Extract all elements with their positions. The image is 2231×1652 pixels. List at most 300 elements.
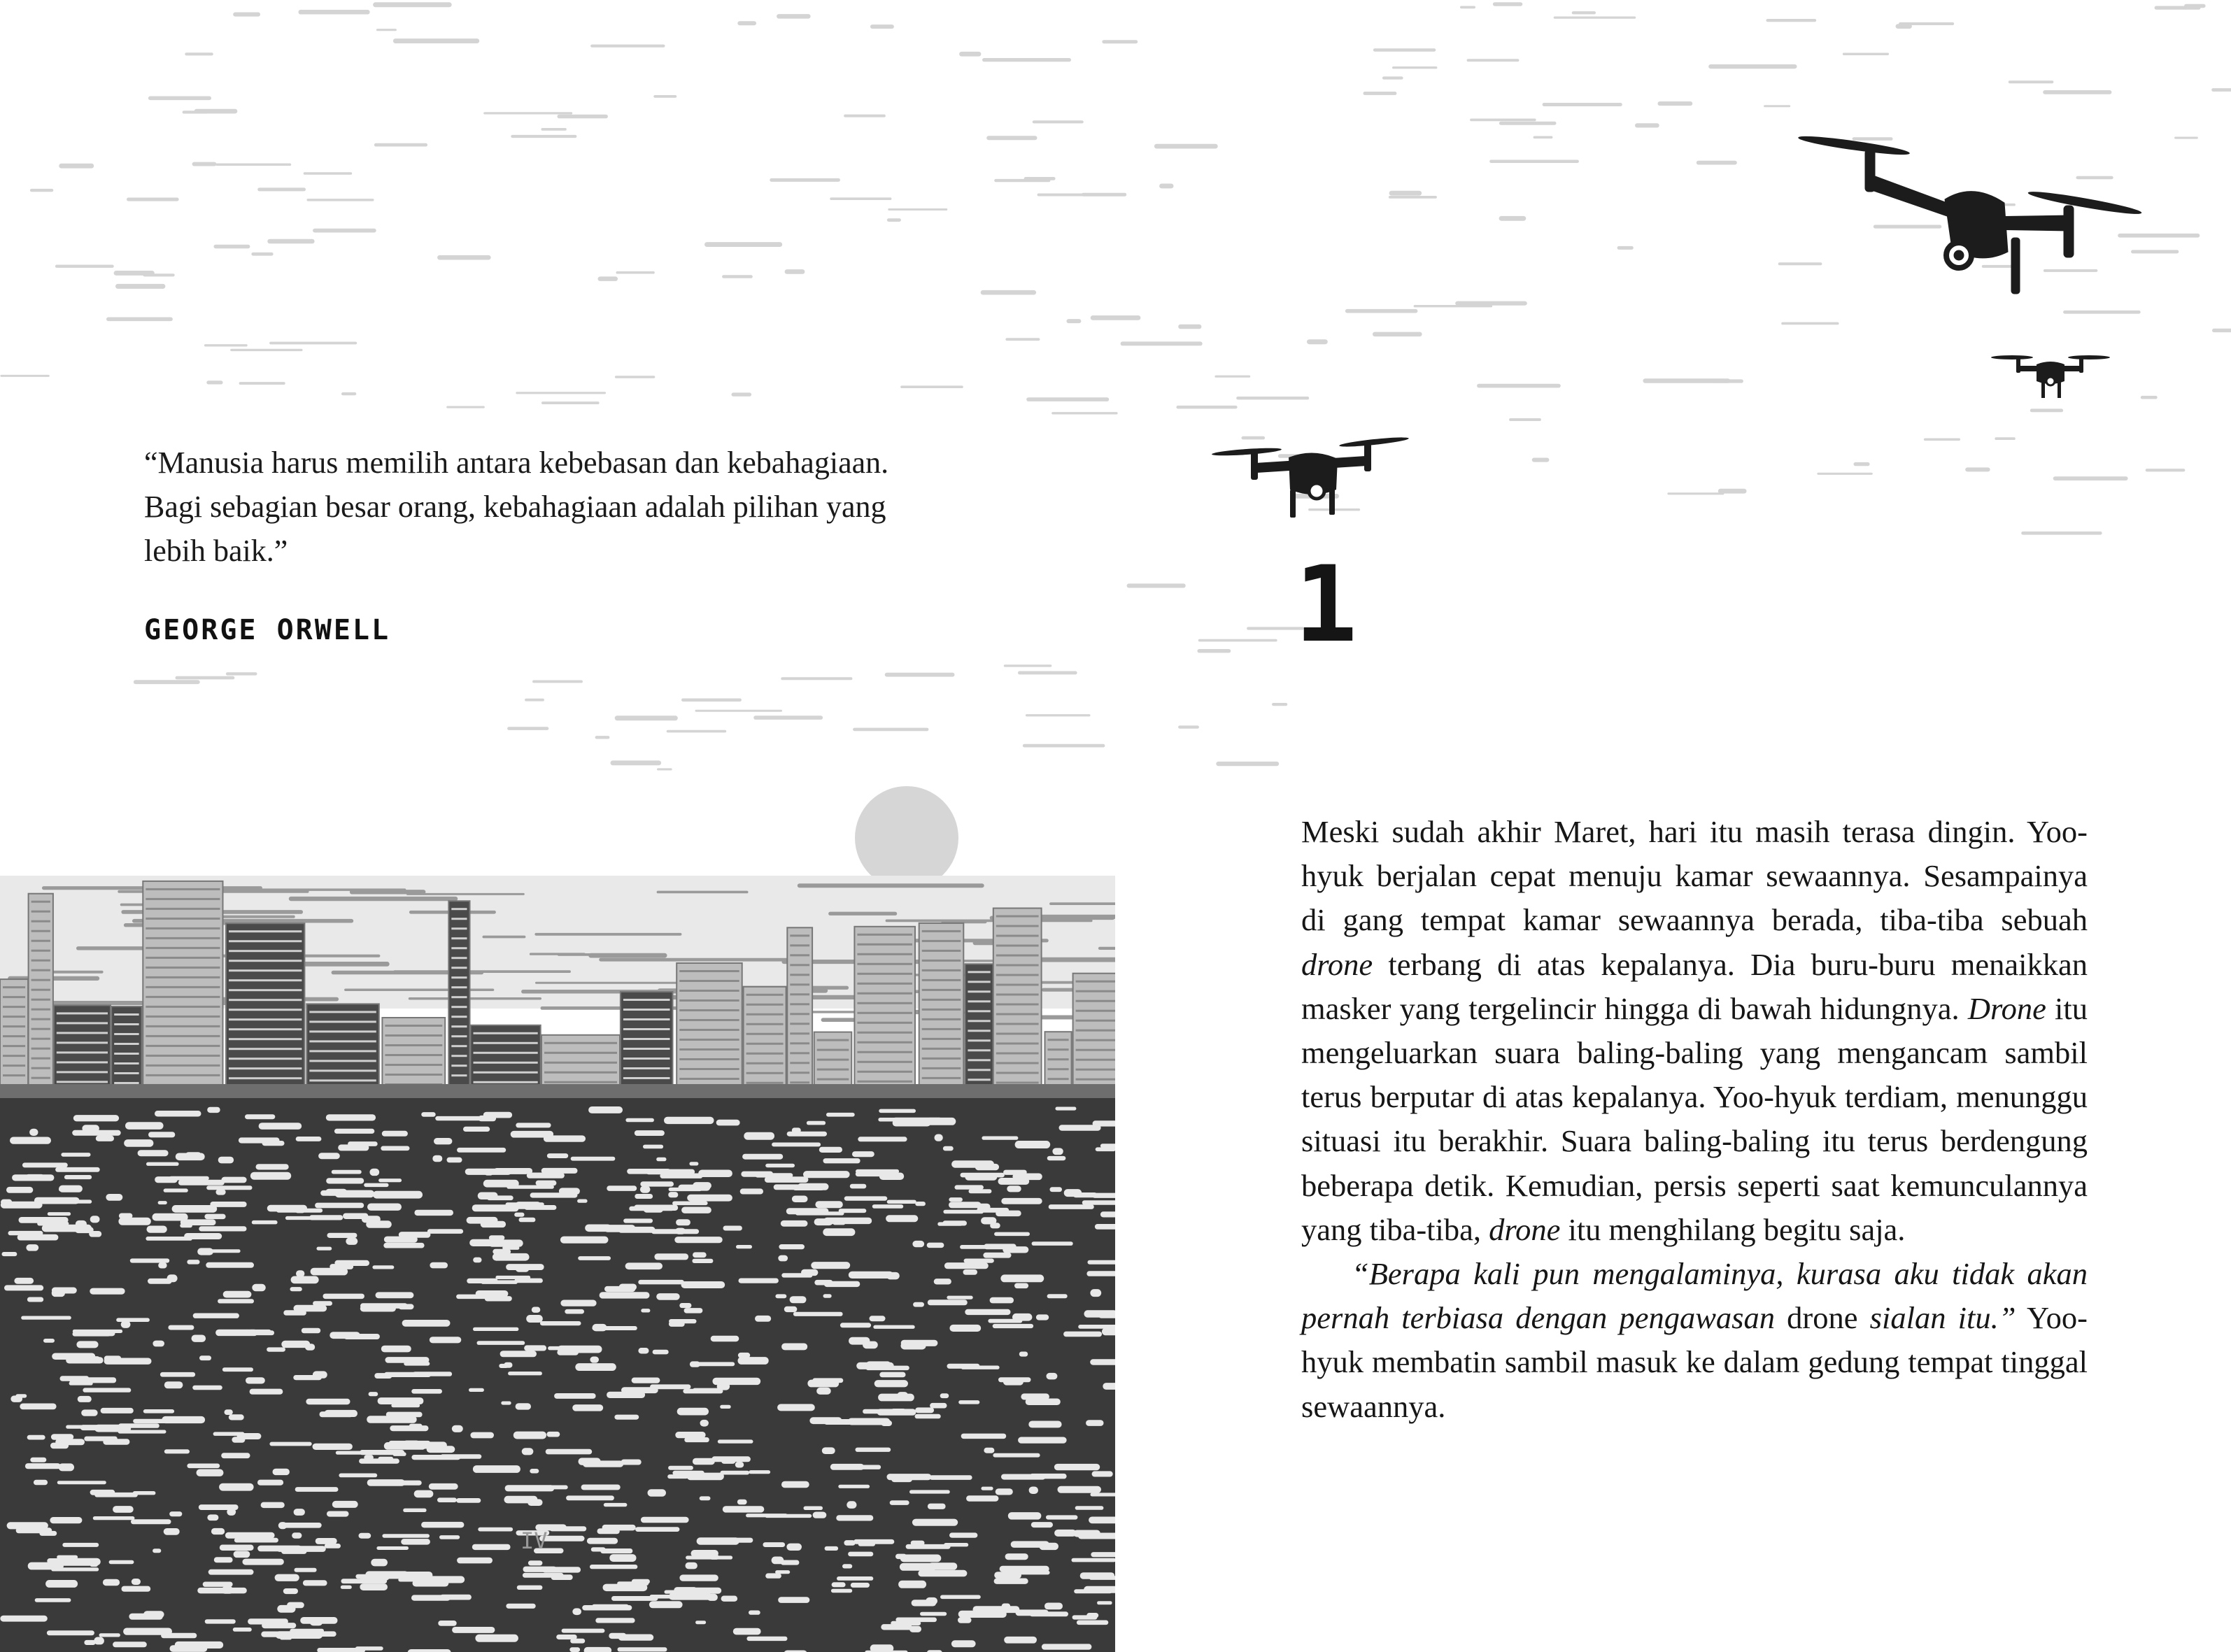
wave-highlight xyxy=(296,1137,322,1141)
wave-highlight xyxy=(944,1262,989,1269)
wave-highlight xyxy=(592,1326,637,1330)
wave-highlight xyxy=(285,1216,315,1220)
wave-highlight xyxy=(62,1558,101,1566)
building-window-row xyxy=(229,1009,302,1011)
wave-highlight xyxy=(886,1215,918,1222)
wave-highlight xyxy=(153,1213,188,1221)
sky-stroke xyxy=(114,271,155,276)
wave-highlight xyxy=(315,1203,364,1209)
wave-highlight xyxy=(668,1466,693,1470)
wave-highlight xyxy=(674,1237,722,1243)
building-window-row xyxy=(679,999,739,1002)
wave-highlight xyxy=(819,1147,842,1153)
building-window-row xyxy=(922,1018,961,1020)
wave-highlight xyxy=(765,1573,781,1578)
text-run: drone xyxy=(1787,1300,1858,1336)
wave-highlight xyxy=(1036,1314,1049,1320)
wave-highlight xyxy=(1103,1383,1115,1390)
wave-highlight xyxy=(83,1388,131,1392)
wave-highlight xyxy=(1018,1437,1067,1444)
paragraph xyxy=(1301,810,2088,1252)
wave-highlight xyxy=(330,1332,360,1339)
building-window-row xyxy=(922,930,961,932)
chapter-body-text xyxy=(1301,810,2088,1429)
wave-highlight xyxy=(643,1145,663,1149)
building-window-row xyxy=(679,1029,739,1031)
wave-highlight xyxy=(132,1579,141,1585)
building-window-row xyxy=(229,979,302,981)
wave-highlight xyxy=(625,1262,663,1269)
building-window-row xyxy=(309,1079,376,1081)
wave-highlight xyxy=(73,1332,111,1337)
building-window-row xyxy=(996,955,1039,957)
building-window-row xyxy=(996,1043,1039,1045)
wave-highlight xyxy=(887,1200,916,1204)
building-window-row xyxy=(922,1077,961,1079)
wave-highlight xyxy=(414,1490,434,1498)
wave-highlight xyxy=(566,1495,614,1500)
building-window-row xyxy=(229,950,302,952)
wave-highlight xyxy=(411,1595,451,1600)
wave-highlight xyxy=(551,1574,573,1580)
wave-highlight xyxy=(295,1568,317,1572)
wave-highlight xyxy=(494,1168,533,1174)
building xyxy=(29,894,53,1091)
building-window-row xyxy=(679,1058,739,1060)
wave-highlight xyxy=(30,1458,46,1462)
wave-highlight xyxy=(339,1474,377,1478)
wave-highlight xyxy=(178,1180,225,1185)
wave-highlight xyxy=(681,1207,711,1213)
wave-highlight xyxy=(81,1409,97,1416)
building-window-row xyxy=(57,1012,108,1014)
wave-highlight xyxy=(1047,1373,1058,1380)
wave-highlight xyxy=(1054,1464,1100,1470)
wave-highlight xyxy=(1082,1200,1115,1205)
building-window-row xyxy=(857,963,912,965)
wave-highlight xyxy=(473,1465,520,1473)
wave-highlight xyxy=(389,1441,430,1446)
wave-highlight xyxy=(130,1258,169,1262)
wave-highlight xyxy=(155,1111,201,1117)
sky-stroke xyxy=(1024,177,1056,180)
building-window-row xyxy=(31,969,50,971)
building-window-row xyxy=(746,1004,784,1006)
building-window-row xyxy=(623,1067,670,1069)
wave-highlight xyxy=(93,1516,135,1520)
wave-highlight xyxy=(50,1517,82,1523)
wave-highlight xyxy=(215,1330,257,1336)
wave-highlight xyxy=(225,1532,275,1539)
wave-highlight xyxy=(59,1185,83,1192)
wave-highlight xyxy=(234,1551,250,1558)
wave-highlight xyxy=(831,1589,852,1593)
sky-stroke xyxy=(148,97,211,101)
wave-highlight xyxy=(243,1559,284,1565)
wave-highlight xyxy=(148,1279,172,1284)
sky-stroke xyxy=(722,275,753,278)
sky-stroke xyxy=(1373,332,1422,337)
drone-large-icon xyxy=(1798,133,2148,322)
wave-highlight xyxy=(457,1558,493,1564)
wave-highlight xyxy=(738,1357,769,1365)
wave-highlight xyxy=(656,1293,680,1300)
wave-highlight xyxy=(856,1448,891,1452)
building-window-row xyxy=(114,1043,139,1045)
wave-highlight xyxy=(1072,1558,1116,1562)
wave-highlight xyxy=(915,1202,926,1206)
sky-stroke xyxy=(1159,184,1173,189)
sky-stroke xyxy=(885,673,955,677)
sky-stroke xyxy=(1477,384,1561,388)
wave-highlight xyxy=(913,1302,924,1307)
wave-highlight xyxy=(131,1519,171,1524)
building-window-row xyxy=(31,950,50,952)
wave-highlight xyxy=(99,1633,120,1637)
wave-highlight xyxy=(1004,1637,1037,1644)
building-window-row xyxy=(996,964,1039,967)
wave-highlight xyxy=(438,1621,456,1626)
moon xyxy=(855,786,958,890)
wave-highlight xyxy=(879,1372,905,1378)
wave-highlight xyxy=(927,1243,944,1248)
building-window-row xyxy=(1048,1068,1069,1070)
wave-highlight xyxy=(252,1220,278,1225)
building-window-row xyxy=(679,1019,739,1021)
building-window-row xyxy=(229,1028,302,1030)
wave-highlight xyxy=(234,1538,278,1543)
wave-highlight xyxy=(823,1228,855,1236)
building-window-row xyxy=(31,1028,50,1030)
wave-highlight xyxy=(334,1129,374,1134)
wave-highlight xyxy=(996,1211,1021,1217)
wave-highlight xyxy=(267,1347,285,1351)
building-window-row xyxy=(996,1072,1039,1074)
building-window-row xyxy=(679,970,739,972)
building-window-row xyxy=(3,1016,25,1018)
building-window-row xyxy=(623,1048,670,1050)
building-window-row xyxy=(31,979,50,981)
wave-highlight xyxy=(874,1380,908,1387)
wave-highlight xyxy=(1018,1571,1049,1575)
building-window-row xyxy=(229,999,302,1001)
wave-highlight xyxy=(360,1583,388,1590)
building-window-row xyxy=(857,1022,912,1024)
wave-highlight xyxy=(488,1239,523,1246)
wave-highlight xyxy=(294,1305,327,1312)
sky-stroke xyxy=(226,672,257,675)
building-window-row xyxy=(790,1032,809,1034)
building-window-row xyxy=(968,971,990,973)
text-run-italic: drone xyxy=(1301,946,1373,982)
building-window-row xyxy=(968,1078,990,1081)
wave-highlight xyxy=(965,1174,997,1181)
building-window-row xyxy=(146,976,220,978)
wave-highlight xyxy=(52,1288,77,1294)
building-window-row xyxy=(746,994,784,996)
sky-stroke xyxy=(373,2,452,7)
wave-highlight xyxy=(250,1172,291,1180)
wave-highlight xyxy=(641,1309,650,1312)
wave-highlight xyxy=(325,1544,341,1548)
sky-stroke xyxy=(532,681,583,683)
wave-highlight xyxy=(153,1341,164,1347)
wave-highlight xyxy=(1049,1204,1094,1209)
wave-highlight xyxy=(609,1633,626,1639)
haze-stroke xyxy=(289,897,458,901)
building-window-row xyxy=(790,944,809,946)
wave-highlight xyxy=(257,1546,302,1552)
building-window-row xyxy=(1076,1049,1115,1051)
wave-highlight xyxy=(569,1647,580,1652)
wave-highlight xyxy=(577,1199,588,1203)
wave-highlight xyxy=(435,1116,486,1120)
wave-highlight xyxy=(737,1500,747,1505)
wave-highlight xyxy=(207,1107,220,1113)
sky-stroke xyxy=(376,29,397,31)
building-window-row xyxy=(146,967,220,969)
wave-highlight xyxy=(562,1629,605,1633)
building-window-row xyxy=(385,1074,442,1076)
wave-highlight xyxy=(500,1351,537,1357)
building-window-row xyxy=(1076,1020,1115,1022)
wave-highlight xyxy=(62,1543,99,1547)
wave-highlight xyxy=(206,1262,254,1268)
wave-highlight xyxy=(547,1153,568,1158)
wave-highlight xyxy=(901,1342,926,1350)
sky-stroke xyxy=(844,115,886,118)
wave-highlight xyxy=(795,1211,844,1215)
building-window-row xyxy=(623,1018,670,1020)
wave-highlight xyxy=(359,1458,399,1463)
wave-highlight xyxy=(517,1586,543,1590)
wave-highlight xyxy=(879,1173,904,1181)
wave-highlight xyxy=(187,1464,220,1469)
wave-highlight xyxy=(374,1373,392,1379)
wave-highlight xyxy=(457,1148,506,1153)
building-window-row xyxy=(790,983,809,985)
sky-stroke xyxy=(176,676,235,680)
sky-stroke xyxy=(1364,92,1397,95)
building-window-row xyxy=(1076,1039,1115,1041)
wave-highlight xyxy=(842,1564,852,1568)
wave-highlight xyxy=(951,1640,976,1647)
wave-highlight xyxy=(252,1284,266,1292)
wave-highlight xyxy=(275,1574,299,1581)
wave-highlight xyxy=(277,1605,295,1613)
building-window-row xyxy=(229,1048,302,1050)
wave-highlight xyxy=(225,1409,233,1415)
wave-highlight xyxy=(51,1434,73,1440)
wave-highlight xyxy=(325,1410,358,1417)
sky-stroke xyxy=(1766,19,1817,22)
wave-highlight xyxy=(222,1177,247,1183)
wave-highlight xyxy=(427,1229,463,1234)
wave-highlight xyxy=(542,1567,581,1572)
wave-highlight xyxy=(548,1346,563,1351)
wave-highlight xyxy=(994,1579,1028,1584)
wave-highlight xyxy=(949,1202,981,1208)
sky-stroke xyxy=(1236,397,1309,399)
wave-highlight xyxy=(826,1113,855,1117)
wave-highlight xyxy=(427,1446,455,1453)
sky-stroke xyxy=(830,197,891,200)
wave-highlight xyxy=(881,1420,892,1426)
sky-stroke xyxy=(1499,122,1557,125)
wave-highlight xyxy=(838,1485,870,1488)
wave-highlight xyxy=(421,1522,464,1528)
wave-highlight xyxy=(1019,1352,1028,1357)
wave-highlight xyxy=(390,1425,428,1431)
building xyxy=(306,1004,379,1091)
wave-highlight xyxy=(19,1217,69,1223)
building-window-row xyxy=(114,1023,139,1025)
wave-highlight xyxy=(741,1172,773,1177)
wave-highlight xyxy=(990,1297,1014,1304)
sky-stroke xyxy=(1373,48,1436,52)
wave-highlight xyxy=(418,1576,465,1583)
wave-highlight xyxy=(1047,1156,1066,1160)
building-window-row xyxy=(3,1055,25,1057)
wave-highlight xyxy=(544,1135,586,1141)
sky-stroke xyxy=(1635,123,1659,127)
building-window-row xyxy=(968,1020,990,1022)
wave-highlight xyxy=(585,1225,611,1232)
building-window-row xyxy=(3,1074,25,1076)
wave-highlight xyxy=(988,1319,1022,1323)
wave-highlight xyxy=(229,1414,244,1420)
wave-highlight xyxy=(430,1337,462,1343)
wave-highlight xyxy=(1001,1198,1042,1204)
wave-highlight xyxy=(746,1637,787,1641)
sky-stroke xyxy=(0,375,49,377)
sky-stroke xyxy=(959,52,981,57)
sky-stroke xyxy=(341,392,356,395)
building-window-row xyxy=(451,1035,467,1037)
wave-highlight xyxy=(623,1218,653,1223)
wave-highlight xyxy=(1064,1189,1082,1197)
building-window-row xyxy=(968,1000,990,1002)
wave-highlight xyxy=(669,1593,711,1600)
wave-highlight xyxy=(378,1179,402,1182)
wave-highlight xyxy=(300,1617,337,1624)
building-window-row xyxy=(1076,1010,1115,1012)
haze-stroke xyxy=(344,989,494,992)
sky-stroke xyxy=(986,136,1037,140)
text-run: terbang di atas kepalanya. Dia buru-buru menaikkan masker yang tergelincir hingga di bawah hidungnya. xyxy=(1301,946,2088,1026)
building-window-row xyxy=(57,1051,108,1053)
wave-highlight xyxy=(403,1509,426,1512)
text-run: Meski sudah akhir Maret, hari itu masih terasa dingin. Yoo-hyuk berjalan cepat menuju kamar sewaannya. Sesampainya di gang tempat kamar sewaannya berada, tiba-tiba sebuah xyxy=(1301,814,2088,938)
building-window-row xyxy=(857,1071,912,1073)
wave-highlight xyxy=(207,1514,218,1521)
wave-highlight xyxy=(711,1456,751,1462)
sky-stroke xyxy=(1004,664,1052,667)
haze-stroke xyxy=(599,958,802,962)
sky-stroke xyxy=(446,406,485,408)
wave-highlight xyxy=(873,1325,914,1329)
wave-highlight xyxy=(206,1185,252,1190)
building-window-row xyxy=(857,992,912,995)
wave-highlight xyxy=(672,1202,708,1206)
building-window-row xyxy=(857,1032,912,1034)
wave-highlight xyxy=(891,1621,921,1625)
sky-stroke xyxy=(313,229,376,233)
sky-stroke xyxy=(870,24,894,29)
building-window-row xyxy=(857,934,912,936)
sky-stroke xyxy=(511,135,576,138)
wave-highlight xyxy=(858,1542,875,1546)
building-window-row xyxy=(3,1064,25,1067)
wave-highlight xyxy=(1093,1120,1115,1126)
wave-highlight xyxy=(1030,1474,1067,1479)
wave-highlight xyxy=(1095,1224,1115,1230)
building-window-row xyxy=(3,1006,25,1008)
building-window-row xyxy=(996,1004,1039,1006)
building-window-row xyxy=(3,1025,25,1027)
wave-highlight xyxy=(122,1586,151,1592)
sky-stroke xyxy=(239,382,285,385)
sky-stroke xyxy=(1414,305,1493,307)
wave-highlight xyxy=(993,1324,1033,1328)
wave-highlight xyxy=(326,1114,376,1120)
wave-highlight xyxy=(386,1412,423,1418)
sky-stroke xyxy=(1392,66,1437,69)
wave-highlight xyxy=(847,1501,856,1509)
sky-stroke xyxy=(1005,338,1040,341)
wave-highlight xyxy=(635,1130,665,1136)
wave-highlight xyxy=(693,1458,715,1465)
building-window-row xyxy=(146,986,220,988)
building-window-row xyxy=(996,1033,1039,1035)
haze-stroke xyxy=(1032,957,1115,962)
sky-stroke xyxy=(393,38,479,43)
wave-highlight xyxy=(295,1487,339,1492)
wave-highlight xyxy=(1014,1283,1028,1289)
wave-highlight xyxy=(649,1601,683,1608)
building-window-row xyxy=(544,1052,617,1054)
wave-highlight xyxy=(472,1544,511,1550)
wave-highlight xyxy=(546,1432,560,1437)
wave-highlight xyxy=(822,1447,835,1454)
building-window-row xyxy=(229,989,302,991)
building-window-row xyxy=(857,1041,912,1044)
sky-stroke xyxy=(1307,339,1328,344)
sky-stroke xyxy=(982,58,1071,62)
sky-stroke xyxy=(616,271,655,274)
sky-stroke xyxy=(1470,119,1536,122)
sky-stroke xyxy=(115,284,165,289)
wave-highlight xyxy=(790,1296,807,1303)
building-window-row xyxy=(146,1064,220,1067)
sky-stroke xyxy=(1697,161,1737,165)
wave-highlight xyxy=(638,1280,684,1285)
haze-stroke xyxy=(1049,902,1115,905)
wave-highlight xyxy=(527,1499,542,1506)
wave-highlight xyxy=(22,1162,68,1167)
wave-highlight xyxy=(556,1635,577,1639)
building-window-row xyxy=(229,1058,302,1060)
wave-highlight xyxy=(6,1187,33,1193)
building xyxy=(854,927,915,1091)
wave-highlight xyxy=(1021,1393,1049,1400)
sky-stroke xyxy=(1995,437,2015,440)
wave-highlight xyxy=(57,1481,106,1484)
building-window-row xyxy=(996,974,1039,976)
sky-stroke xyxy=(1764,105,1790,107)
wave-highlight xyxy=(641,1517,689,1523)
wave-highlight xyxy=(504,1362,512,1368)
